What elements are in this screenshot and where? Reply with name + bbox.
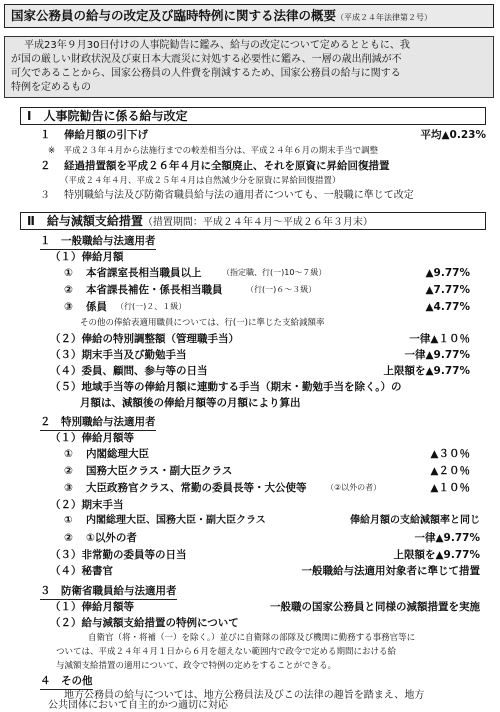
g3-2 (0, 615, 500, 631)
item-number: ２ (40, 160, 51, 172)
item-number: ③ (64, 301, 73, 313)
g1-1-note (0, 315, 500, 331)
item-label: 本省課室長相当職員以上 (86, 267, 202, 279)
section-1-heading (20, 107, 486, 125)
item-label: 内閣総理大臣、国務大臣・副大臣クラス (86, 515, 266, 526)
item-number: １ (40, 129, 51, 141)
g1-5 (0, 379, 500, 395)
group-heading-text: ２ 特別職給与法適用者 (40, 414, 156, 431)
sec1-item-2-note (0, 173, 500, 189)
intro-line: 可欠であることから、国家公務員の人件費を削減するため、国家公務員の給与に関する (11, 68, 401, 79)
item-value: 一律▲9.77% (414, 532, 480, 544)
item-label: （４）秘書官 (50, 565, 113, 577)
item-value: ▲9.77% (425, 267, 470, 279)
g2-2-heading (0, 497, 500, 513)
item-value: ▲３０％ (430, 448, 470, 460)
document-title-box (4, 4, 494, 28)
item-value: 一般職給与法適用対象者に準じて措置 (301, 565, 480, 577)
item-value: 一般職の国家公務員と同様の減額措置を実施 (270, 601, 480, 613)
body-text: 与減額支給措置の適用について、政令で特例の定めをすることができる。 (56, 661, 337, 671)
body-text: 自衛官（将・将補（一）を除く。）並びに自衛隊の部隊及び機関に勤務する事務官等に (88, 633, 416, 643)
group-2-heading (0, 414, 500, 430)
item-number: ① (64, 448, 73, 460)
item-label: 係員 (86, 301, 107, 313)
item-number: ② (64, 465, 73, 477)
item-label: 月額は、減額後の俸給月額等の月額により算出 (80, 397, 301, 409)
group-heading-text: ３ 防衛省職員給与法適用者 (40, 583, 177, 600)
item-value: 上限額を▲9.77% (383, 365, 470, 377)
item-note: （行(一)６～３級） (246, 285, 317, 294)
document-title: 国家公務員の給与の改定及び臨時特例に関する法律の概要 (11, 8, 337, 23)
section-2-period: （措置期間：平成２４年４月～平成２６年３月末） (142, 217, 373, 228)
subgroup-label: （１）俸給月額 (50, 251, 124, 263)
g2-3 (0, 547, 500, 563)
body-text: ついては、平成２４年４月１日から６月を超えない範囲内で政令で定める期間における給 (56, 647, 397, 657)
body-text: 地方公務員の給与については、地方公務員法及びこの法律の趣旨を踏まえ、地方 (64, 690, 425, 701)
item-label: ①以外の者 (86, 532, 137, 544)
item-number: ３ (40, 190, 50, 201)
item-number: ① (64, 267, 73, 279)
item-label: 本省課長補佐・係長相当職員 (86, 284, 223, 296)
g3-1 (0, 599, 500, 615)
sec1-item-2 (0, 158, 500, 174)
g3-2-line-3 (0, 658, 500, 674)
item-value: ▲4.77% (425, 301, 470, 313)
g2-1-item-b (0, 463, 500, 479)
section-1-heading-text: Ⅰ 人事院勧告に係る給与改定 (27, 109, 188, 123)
intro-line: が国の厳しい財政状況及び東日本大震災に対処する必要性に鑑み、一層の歳出削減が不 (11, 54, 402, 65)
item-label: （２）俸給の特別調整額（管理職手当） (50, 333, 239, 345)
law-number: （平成２４年法律第２号） (336, 13, 433, 22)
item-value: ▲7.77% (425, 284, 470, 296)
item-label: 経過措置額を平成２６年４月に全額廃止、それを原資に昇給回復措置 (64, 160, 390, 172)
sec1-item-3 (0, 188, 500, 204)
item-value: 一律▲9.77% (404, 349, 470, 361)
item-value: ▲１０％ (430, 482, 470, 494)
item-label: 俸給月額の引下げ (64, 129, 148, 141)
item-label: （５）地域手当等の俸給月額に連動する手当（期末・勤勉手当を除く。）の (50, 381, 402, 393)
item-note: （行(一)２、１級） (116, 302, 187, 311)
item-value: 平均▲0.23% (420, 129, 486, 141)
item-label: （１）俸給月額等 (50, 601, 134, 613)
sec1-item-1 (0, 127, 500, 143)
g4-line-2 (0, 700, 500, 712)
item-number: ① (64, 515, 73, 526)
g1-3 (0, 347, 500, 363)
item-value: 上限額を▲9.77% (393, 549, 480, 561)
g2-4 (0, 563, 500, 579)
sec1-item-1-note (0, 143, 500, 159)
g1-2 (0, 331, 500, 347)
item-label: 内閣総理大臣 (86, 448, 149, 460)
intro-box (4, 36, 494, 98)
g1-5-cont (0, 395, 500, 411)
g1-1-item-b (0, 282, 500, 298)
g1-4 (0, 363, 500, 379)
group-heading-text: ４ その他 (40, 673, 93, 690)
item-label: 特別職給与法及び防衛省職員給与法の適用者についても、一般職に準じて改定 (64, 190, 414, 201)
note-text: （平成２４年４月、平成２５年４月は自然減少分を原資に昇給回復措置） (60, 176, 341, 186)
group-4-heading (0, 673, 500, 689)
item-value: 俸給月額の支給減額率と同じ (350, 515, 480, 526)
item-number: ② (64, 284, 73, 296)
g1-1-item-a (0, 265, 500, 281)
group-3-heading (0, 583, 500, 599)
item-value: 一律▲１０％ (409, 333, 470, 345)
body-text: 公共団体において自主的かつ適切に対応 (48, 700, 228, 711)
item-value: ▲２０％ (430, 465, 470, 477)
g2-1-item-a (0, 446, 500, 462)
section-2-heading (20, 212, 486, 230)
intro-line: 特例を定めるもの (11, 82, 91, 93)
item-label: （３）非常勤の委員等の日当 (50, 549, 187, 561)
g2-2-item-a (0, 513, 500, 529)
g1-1-heading (0, 249, 500, 265)
note-text: ※ 平成２３年４月から法施行までの較差相当分は、平成２４年６月の期末手当で調整 (48, 146, 379, 156)
subgroup-label: （２）期末手当 (50, 499, 124, 511)
intro-line: 平成23年９月30日付けの人事院勧告に鑑み、給与の改定について定めるとともに、我 (24, 40, 410, 51)
item-label: （４）委員、顧問、参与等の日当 (50, 365, 208, 377)
subgroup-label: （１）俸給月額等 (50, 432, 134, 444)
g2-1-heading (0, 430, 500, 446)
section-2-heading-text: Ⅱ 給与減額支給措置 (27, 214, 143, 228)
item-label: （３）期末手当及び勤勉手当 (50, 349, 187, 361)
g1-1-item-c (0, 299, 500, 315)
item-number: ② (64, 532, 73, 544)
note-text: その他の俸給表適用職員については、行(一)に準じた支給減額率 (80, 318, 325, 328)
item-note: （指定職、行(一)10～７級） (222, 268, 327, 277)
item-label: 国務大臣クラス・副大臣クラス (86, 465, 233, 477)
g2-1-item-c (0, 480, 500, 496)
item-note: （②以外の者） (326, 483, 382, 492)
item-label: 大臣政務官クラス、常勤の委員長等・大公使等 (86, 482, 307, 494)
item-number: ③ (64, 482, 73, 494)
item-label: （２）給与減額支給措置の特例について (50, 617, 239, 629)
group-heading-text: １ 一般職給与法適用者 (40, 233, 156, 250)
group-1-heading (0, 233, 500, 249)
g2-2-item-b (0, 530, 500, 546)
